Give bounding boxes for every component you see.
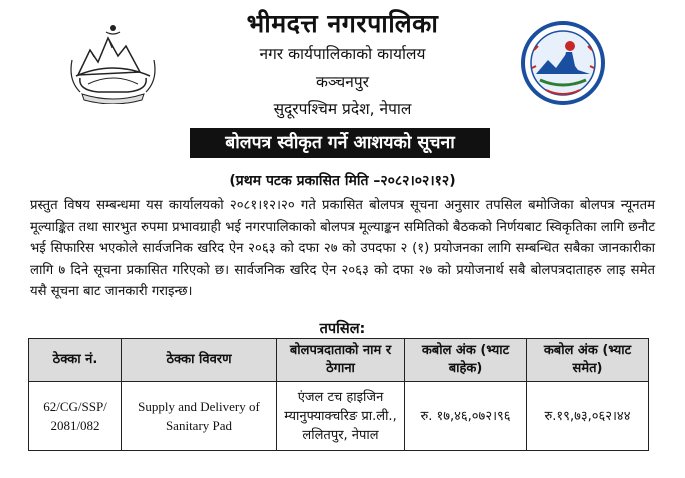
district-name: कञ्चनपुर	[315, 73, 370, 91]
header-description: ठेक्का विवरण	[122, 339, 277, 382]
header-bid-incl-vat: कबोल अंक (भ्याट समेत)	[527, 339, 649, 382]
contract-table	[28, 338, 649, 451]
municipality-logo-icon	[520, 20, 606, 106]
header-bid-excl-vat: कबोल अंक (भ्याट बाहेक)	[405, 339, 527, 382]
cell-bidder: एंजल टच हाइजिन म्यानुफ्याक्चरिङ प्रा.ली., ललितपुर, नेपाल	[277, 382, 405, 451]
header-bidder: बोलपत्रदाताको नाम र ठेगाना	[277, 339, 405, 382]
table-header-row	[29, 339, 649, 382]
publication-date: (प्रथम पटक प्रकासित मिति –२०८२।०२।१२)	[229, 173, 456, 189]
cell-contract-no: 62/CG/SSP/ 2081/082	[29, 382, 122, 451]
cell-description: Supply and Delivery of Sanitary Pad	[122, 382, 277, 451]
notice-title: बोलपत्र स्वीकृत गर्ने आशयको सूचना	[190, 128, 490, 158]
office-name: नगर कार्यपालिकाको कार्यालय	[259, 45, 426, 63]
province-name: सुदूरपश्चिम प्रदेश, नेपाल	[273, 100, 412, 118]
schedule-label: तपसिल:	[319, 321, 366, 337]
header-contract-no: ठेक्का नं.	[29, 339, 122, 382]
table-row	[29, 382, 649, 451]
cell-bid-incl-vat: रु.१९,७३,०६२।४४	[527, 382, 649, 451]
notice-body: प्रस्तुत विषय सम्बन्धमा यस कार्यालयको २०८१।१२।२० गते प्रकासित बोलपत्र सूचना अनुसार तपसिल बमोजिका बोलपत्र न्यूनतम मूल्याङ्कित तथा सारभुत रुपमा प्रभावग्राही भई नगरपालिकाको बोलपत्र मूल्याङ्कन समितिको बैठकको निर्णयबाट स्विकृतिका लागि छनौट भई सिफारिस भएकोले सार्वजनिक खरिद ऐन २०६३ को दफा २७ को उपदफा २ (१) प्रयोजनका लागि सम्बन्धित सबैका जानकारीका लागि ७ दिने सूचना प्रकासित गरिएको छ। सार्वजनिक खरिद ऐन २०६३ को दफा २७ को प्रयोजनार्थ सबै बोलपत्रदाताहरु लाइ समेत यसै सूचना बाट जानकारी गराइन्छ।	[30, 198, 655, 299]
organization-name: भीमदत्त नगरपालिका	[246, 9, 439, 38]
cell-bid-excl-vat: रु. १७,४६,०७२।९६	[405, 382, 527, 451]
